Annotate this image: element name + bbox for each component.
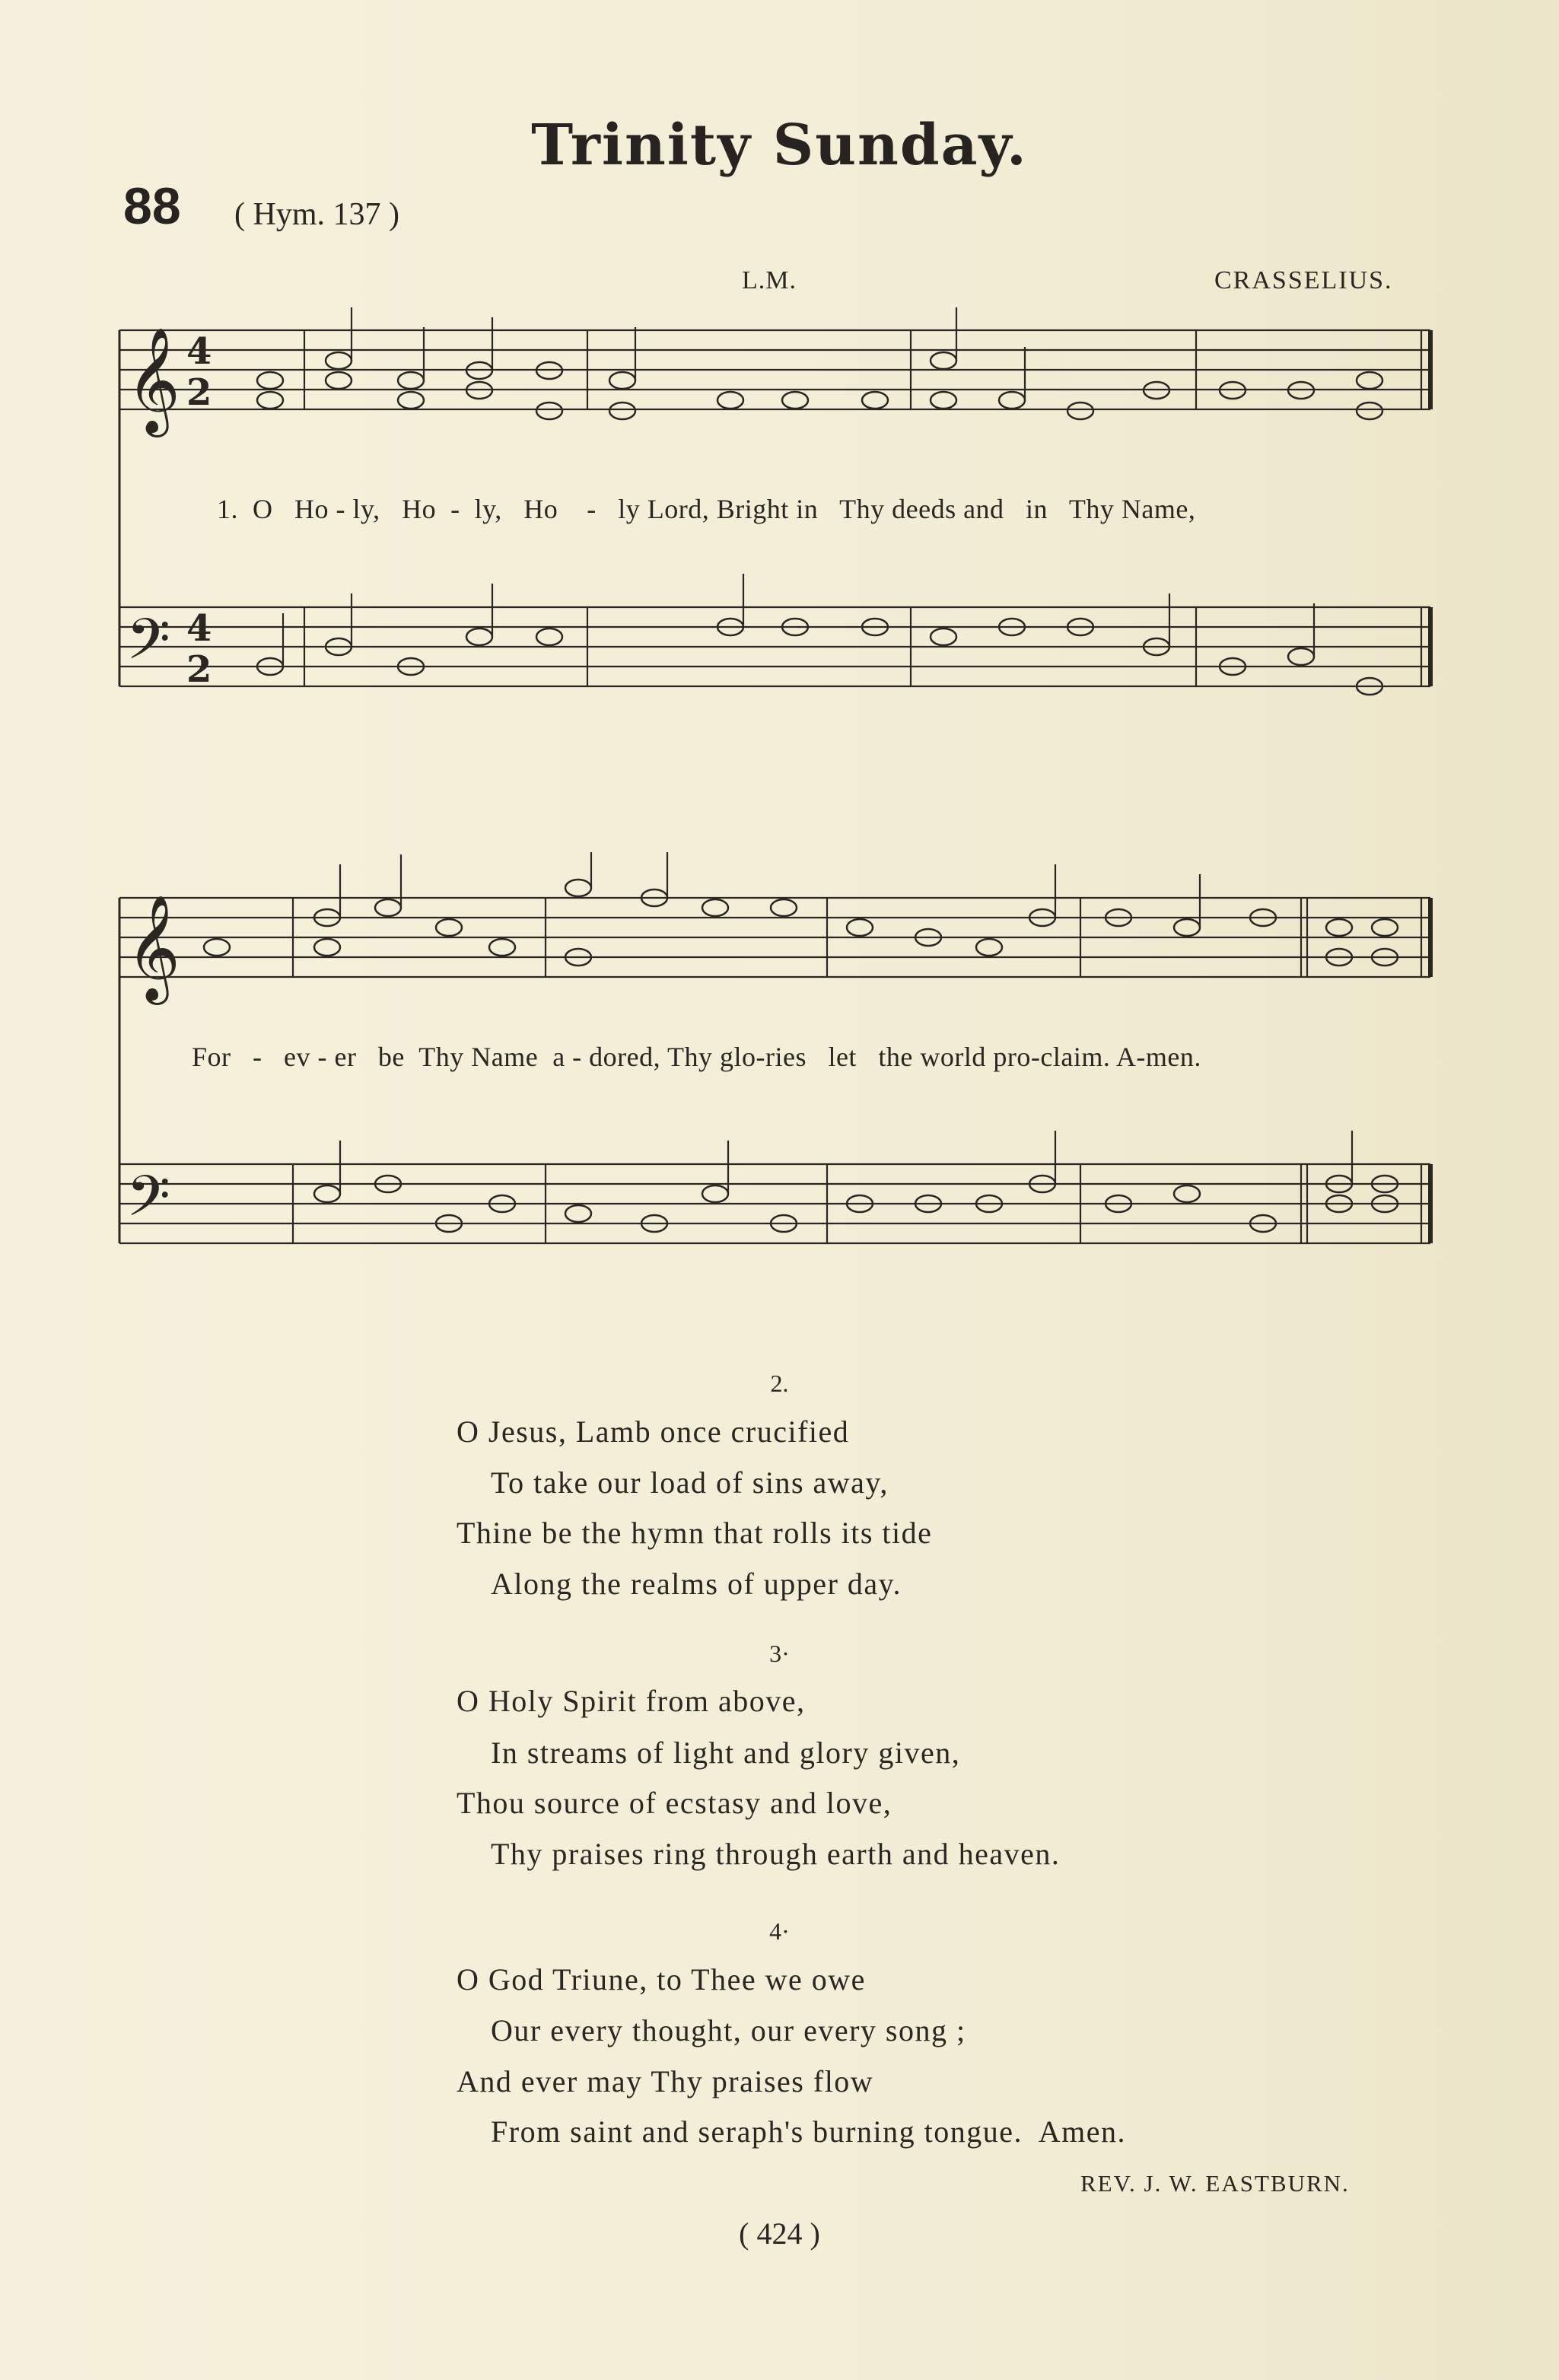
- staff-treble-2: [119, 898, 1430, 977]
- verse-line: In streams of light and glory given,: [491, 1736, 961, 1770]
- tune-name: CRASSELIUS.: [1214, 266, 1393, 294]
- verse-line: And ever may Thy praises flow: [457, 2064, 874, 2098]
- bass-clef-icon: 𝄢: [126, 606, 170, 686]
- verse-line: From saint and seraph's burning tongue. Amen.: [491, 2114, 1126, 2149]
- staff-treble-1: [119, 330, 1430, 409]
- page-number: ( 424 ): [739, 2216, 820, 2251]
- hymn-reference: ( Hym. 137 ): [234, 197, 399, 232]
- verse-line: Thou source of ecstasy and love,: [457, 1786, 892, 1820]
- stanza-number-3: 3·: [769, 1640, 790, 1667]
- verse-line: Thy praises ring through earth and heaven.: [491, 1837, 1061, 1871]
- treble-clef-icon: 𝄞: [126, 895, 180, 1001]
- notes: [204, 352, 1398, 1232]
- time-signature-top: 4: [186, 330, 212, 373]
- staff-bass-2: [119, 1164, 1430, 1243]
- verse-line: Our every thought, our every song ;: [491, 2013, 966, 2048]
- verse-line: Along the realms of upper day.: [491, 1567, 902, 1601]
- page-title: Trinity Sunday.: [531, 113, 1028, 178]
- time-signature-bottom: 2: [186, 371, 212, 414]
- verse-line: O Jesus, Lamb once crucified: [457, 1414, 850, 1449]
- verse-line: O Holy Spirit from above,: [457, 1684, 806, 1718]
- treble-clef-icon: 𝄞: [126, 327, 180, 433]
- hymn-number: 88: [123, 177, 181, 235]
- verse-line: Thine be the hymn that rolls its tide: [457, 1516, 933, 1550]
- verse-line: To take our load of sins away,: [491, 1465, 889, 1500]
- svg-text:2: 2: [186, 648, 212, 691]
- lyric-line-2: For - ev - er be Thy Name a - dored, Thy glo-ries let the world pro-claim. A-men.: [192, 1042, 1201, 1072]
- bass-clef-icon: 𝄢: [126, 1163, 170, 1243]
- stanza-number-4: 4·: [769, 1917, 790, 1945]
- svg-text:4: 4: [186, 607, 212, 650]
- stanza-number-2: 2.: [770, 1370, 789, 1397]
- lyric-line-1: 1. O Ho - ly, Ho - ly, Ho - ly Lord, Bright in Thy deeds and in Thy Name,: [217, 494, 1196, 524]
- meter-label: L.M.: [742, 266, 797, 294]
- verse-line: O God Triune, to Thee we owe: [457, 1962, 866, 1997]
- author-credit: REV. J. W. EASTBURN.: [1080, 2170, 1350, 2197]
